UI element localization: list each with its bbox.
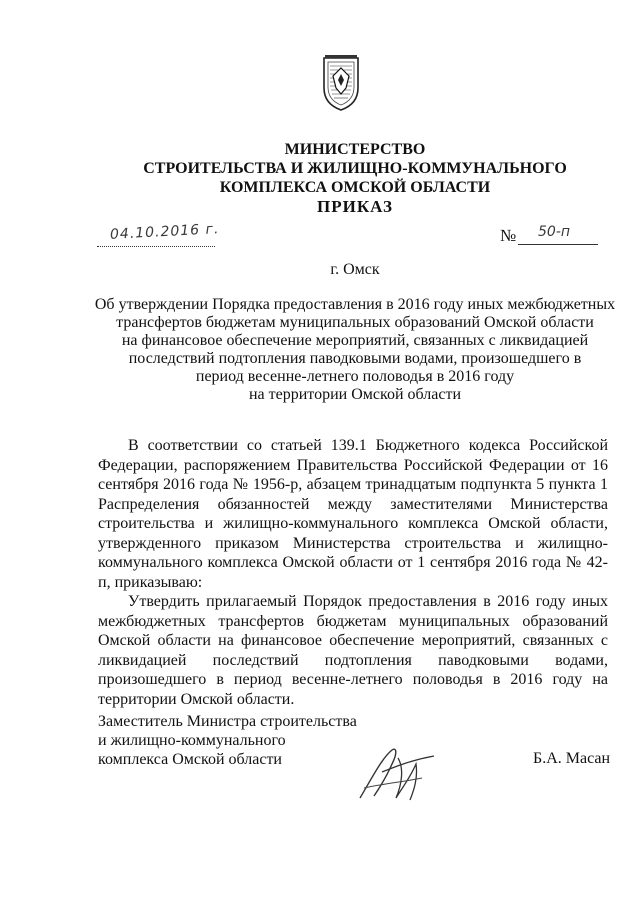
- subject-line-2: трансфертов бюджетам муниципальных образований Омской области: [116, 314, 594, 331]
- doc-type: ПРИКАЗ: [317, 197, 393, 216]
- subject-line-1: Об утверждении Порядка предоставления в 2016 году иных межбюджетных: [94, 296, 616, 313]
- subject-line-6: на территории Омской области: [248, 386, 461, 403]
- handwritten-signature-icon: [352, 738, 442, 808]
- body-paragraph-1: В соответствии со статьей 139.1 Бюджетного кодекса Российской Федерации, распоряжением Правительства Российской Федерации от 16 сентября 2016 года № 1956-р, абзацем тринадцатым подпункта 5 пункта 1 Распределения обязанностей между заместителями Министерства строительства и жилищно-коммунального комплекса Омской области, утвержденного приказом Министерства строительства и жилищно-коммунального комплекса Омской области от 1 сентября 2016 года № 42-п, приказываю:: [98, 437, 608, 591]
- signer-position: [98, 712, 357, 769]
- signer-position-line-1: Заместитель Министра строительства: [98, 713, 357, 730]
- signer-position-line-2: и жилищно-коммунального: [98, 732, 286, 749]
- coat-of-arms-icon: [320, 54, 362, 112]
- ministry-name: [40, 140, 640, 197]
- subject-line-4: последствий подтопления паводковыми водами, произошедшего в: [128, 350, 582, 367]
- city: г. Омск: [330, 261, 380, 278]
- order-body: [98, 436, 608, 709]
- number-handwritten: 50-п: [538, 224, 571, 240]
- ministry-line-2: СТРОИТЕЛЬСТВА И ЖИЛИЩНО-КОММУНАЛЬНОГО: [143, 160, 567, 177]
- number-underline: [518, 244, 598, 245]
- date-handwritten: 04.10.2016 г.: [109, 221, 220, 243]
- ministry-line-1: МИНИСТЕРСТВО: [284, 141, 426, 158]
- signer-name: Б.А. Масан: [533, 750, 611, 767]
- subject-line-3: на финансовое обеспечение мероприятий, связанных с ликвидацией: [121, 332, 589, 349]
- order-subject: [80, 296, 630, 404]
- signer-position-line-3: комплекса Омской области: [98, 751, 282, 768]
- ministry-line-3: КОМПЛЕКСА ОМСКОЙ ОБЛАСТИ: [219, 179, 491, 196]
- subject-line-5: период весенне-летнего половодья в 2016 году: [195, 368, 515, 385]
- body-paragraph-2: Утвердить прилагаемый Порядок предоставления в 2016 году иных межбюджетных трансфертов бюджетам муниципальных образований Омской области на финансовое обеспечение мероприятий, связанных с ликвидацией последствий подтопления паводковыми водами, произошедшего в период весенне-летнего половодья в 2016 году на территории Омской области.: [98, 593, 608, 708]
- number-sign: №: [500, 226, 517, 245]
- order-number: [500, 224, 600, 248]
